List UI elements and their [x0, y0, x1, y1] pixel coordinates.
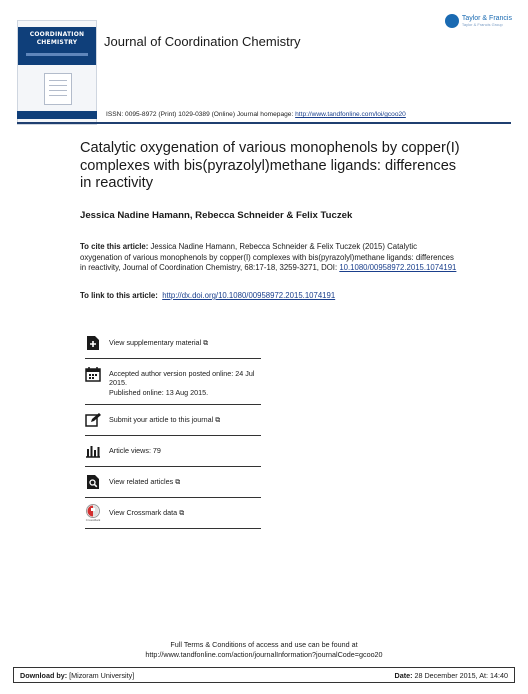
cite-label: To cite this article: — [80, 242, 149, 251]
cover-stripe — [26, 53, 88, 56]
terms-line1: Full Terms & Conditions of access and use can be found at — [170, 640, 358, 649]
cover-band — [18, 27, 96, 65]
crossmark-link[interactable] — [85, 498, 261, 529]
download-value: [Mizoram University] — [67, 670, 135, 680]
published-date: Published online: 13 Aug 2015. — [109, 387, 209, 397]
cite-text: Jessica Nadine Hamann, Rebecca Schneider & Felix Tuczek (2015) Catalytic oxygenation of various monophenols by copper(I) complexes with bis(pyrazolyl)methane ligands: differences in reactivity, Journal of Coordination Chemistry, 68:17-18, 3259-3271, DOI: — [80, 242, 454, 273]
journal-cover-image — [17, 20, 97, 125]
publication-dates — [85, 359, 261, 405]
issn-bar — [17, 111, 97, 119]
supplementary-label: View supplementary material — [109, 338, 202, 347]
citation — [80, 242, 460, 274]
journal-homepage-link[interactable]: http://www.tandfonline.com/loi/gcoo20 — [295, 111, 406, 118]
crossmark-label: View Crossmark data — [109, 507, 178, 517]
external-link-icon: ⧉ — [175, 478, 181, 486]
related-label: View related articles — [109, 476, 174, 486]
issn-line — [106, 111, 406, 118]
header-rule — [17, 122, 511, 124]
edit-icon — [85, 412, 101, 428]
search-document-icon — [85, 474, 101, 490]
related-articles-link[interactable] — [85, 467, 261, 498]
journal-title: Journal of Coordination Chemistry — [104, 34, 301, 49]
publisher-subtitle: Taylor & Francis Group — [461, 22, 503, 27]
submit-label: Submit your article to this journal — [109, 414, 214, 424]
calendar-icon — [85, 366, 101, 382]
article-views — [85, 436, 261, 467]
publisher-logo[interactable] — [445, 14, 512, 28]
cite-doi-link[interactable]: 10.1080/00958972.2015.1074191 — [339, 263, 457, 273]
date-label: Date: — [394, 670, 413, 680]
cover-thumbnail — [44, 73, 72, 105]
plus-document-icon — [85, 335, 101, 351]
article-authors: Jessica Nadine Hamann, Rebecca Schneider & Felix Tuczek — [80, 210, 353, 221]
terms-of-use — [0, 640, 528, 660]
date-value: 28 December 2015, At: 14:40 — [412, 670, 508, 680]
publisher-name: Taylor & Francis — [461, 15, 512, 22]
article-link-line — [80, 291, 335, 300]
article-doi-link[interactable]: http://dx.doi.org/10.1080/00958972.2015.1074191 — [162, 291, 336, 300]
cover-title-line1: COORDINATION — [29, 31, 85, 38]
article-views-label: Article views: 79 — [109, 445, 161, 455]
supplementary-material-link[interactable] — [85, 328, 261, 359]
external-link-icon: ⧉ — [179, 509, 185, 517]
link-label: To link to this article: — [80, 291, 158, 300]
article-title: Catalytic oxygenation of various monophenols by copper(I) complexes with bis(pyrazolyl)methane ligands: differences in reactivity — [80, 140, 460, 191]
download-by — [20, 671, 134, 680]
terms-url[interactable]: http://www.tandfonline.com/action/journalInformation?journalCode=gcoo20 — [145, 650, 383, 659]
crossmark-icon — [85, 505, 101, 521]
external-link-icon: ⧉ — [215, 416, 221, 424]
publisher-logo-icon — [445, 14, 459, 28]
article-actions — [85, 328, 261, 529]
download-label: Download by: — [20, 670, 68, 680]
cover-title-line2: CHEMISTRY — [36, 39, 78, 46]
external-link-icon: ⧉ — [203, 340, 209, 347]
issn-text: ISSN: 0095-8972 (Print) 1029-0389 (Online) Journal homepage: — [106, 111, 296, 118]
crossmark-logo-text: CrossMark — [85, 517, 101, 522]
submit-article-link[interactable] — [85, 405, 261, 436]
accepted-date: Accepted author version posted online: 24 Jul 2015. — [109, 369, 255, 388]
download-info-bar — [13, 667, 515, 683]
download-date — [395, 671, 508, 680]
bar-chart-icon — [85, 443, 101, 459]
